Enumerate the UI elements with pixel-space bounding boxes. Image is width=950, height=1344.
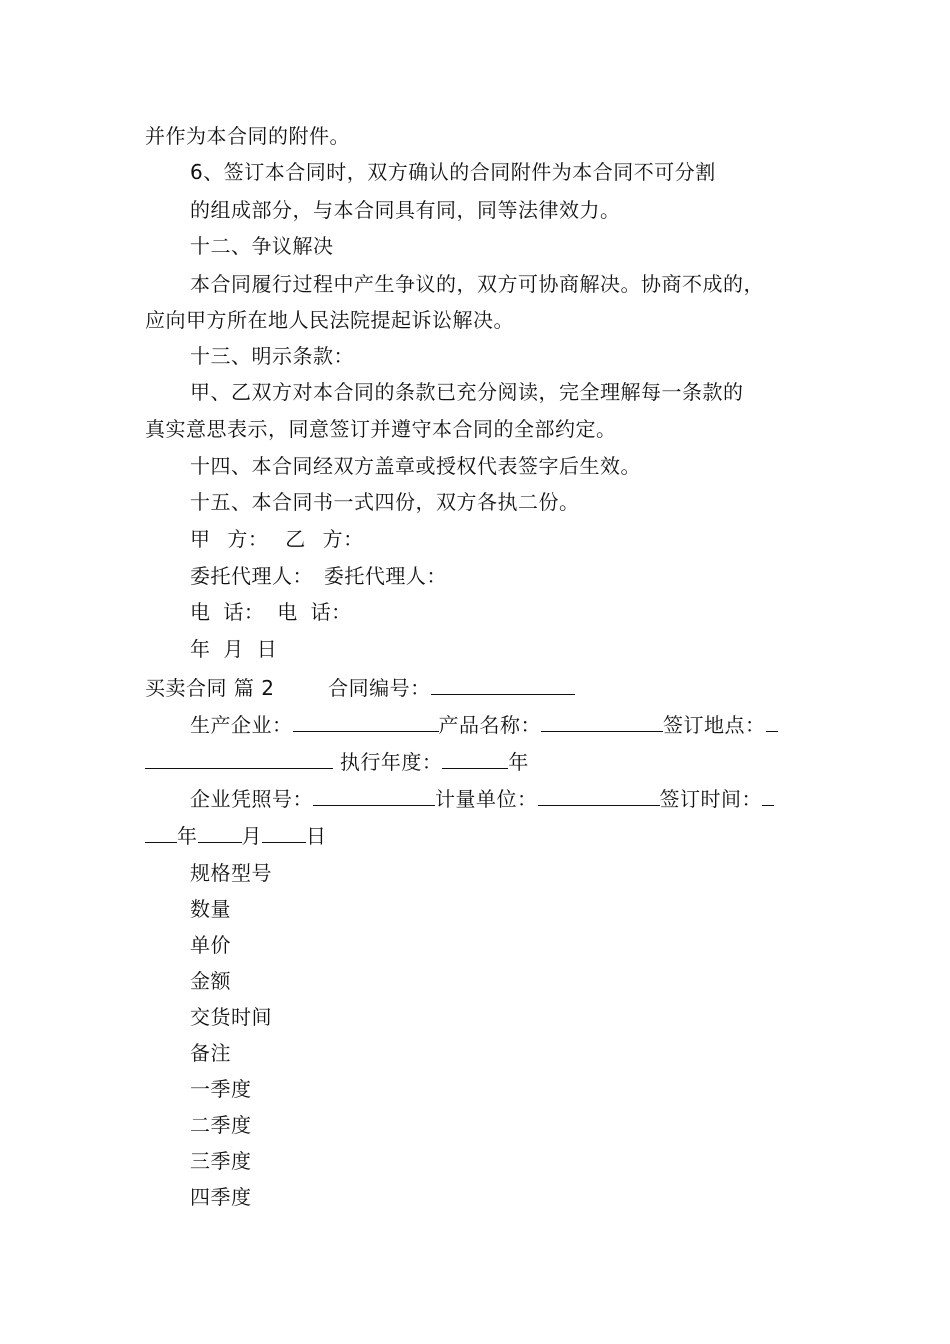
list-item: 三季度	[190, 1149, 252, 1173]
year-blank	[145, 822, 177, 843]
explicit-terms-line-2: 真实意思表示，同意签订并遵守本合同的全部约定。	[145, 417, 617, 441]
producer-label: 生产企业：	[190, 713, 293, 737]
sign-date-row	[145, 822, 327, 848]
unit-label: 计量单位：	[435, 787, 538, 811]
sign-place-label: 签订地点：	[663, 713, 766, 737]
list-item: 备注	[190, 1041, 231, 1065]
day-blank	[262, 822, 306, 843]
year-suffix: 年	[508, 750, 529, 774]
heading-explicit-terms: 十三、明示条款：	[190, 344, 354, 368]
sign-place-blank-start	[766, 711, 778, 732]
clause-6-line-2: 的组成部分，与本合同具有同，同等法律效力。	[190, 198, 621, 222]
month-blank	[198, 822, 242, 843]
exec-year-row	[145, 748, 529, 774]
explicit-terms-line-1: 甲、乙双方对本合同的条款已充分阅读，完全理解每一条款的	[190, 380, 744, 404]
date-month: 月	[241, 824, 262, 848]
exec-year-blank	[442, 748, 508, 769]
producer-row	[190, 711, 778, 737]
sign-time-label: 签订时间：	[659, 787, 762, 811]
contract-no-blank	[431, 674, 575, 695]
producer-blank	[293, 711, 439, 732]
clause-15: 十五、本合同书一式四份，双方各执二份。	[190, 490, 580, 514]
license-label: 企业凭照号：	[190, 787, 313, 811]
list-item: 四季度	[190, 1185, 252, 1209]
contract-no-label: 合同编号：	[328, 676, 431, 700]
section-2-title-row	[145, 674, 575, 700]
list-item: 金额	[190, 969, 231, 993]
product-name-label: 产品名称：	[438, 713, 541, 737]
list-item: 一季度	[190, 1077, 252, 1101]
party-line: 甲 方： 乙 方：	[190, 527, 364, 551]
agent-line: 委托代理人： 委托代理人：	[190, 564, 447, 588]
license-row	[190, 785, 774, 811]
list-item: 单价	[190, 933, 231, 957]
sign-place-blank	[145, 748, 333, 769]
list-item: 二季度	[190, 1113, 252, 1137]
unit-blank	[538, 785, 660, 806]
date-line: 年 月 日	[190, 637, 278, 661]
list-item: 交货时间	[190, 1005, 272, 1029]
heading-dispute: 十二、争议解决	[190, 234, 334, 258]
phone-line: 电 话： 电 话：	[190, 600, 352, 624]
clause-6-line-1: 6、签订本合同时，双方确认的合同附件为本合同不可分割	[190, 160, 716, 184]
list-item: 数量	[190, 897, 231, 921]
clause-14: 十四、本合同经双方盖章或授权代表签字后生效。	[190, 454, 641, 478]
product-name-blank	[541, 711, 663, 732]
sign-time-blank-start	[762, 785, 774, 806]
license-blank	[313, 785, 435, 806]
exec-year-label: 执行年度：	[339, 750, 443, 774]
text-line: 并作为本合同的附件。	[145, 124, 350, 148]
list-item: 规格型号	[190, 861, 272, 885]
date-year: 年	[177, 824, 198, 848]
date-day: 日	[306, 824, 327, 848]
dispute-line-1: 本合同履行过程中产生争议的，双方可协商解决。协商不成的，	[190, 272, 764, 296]
section-2-title: 买卖合同 篇 2	[145, 676, 275, 700]
dispute-line-2: 应向甲方所在地人民法院提起诉讼解决。	[145, 308, 514, 332]
